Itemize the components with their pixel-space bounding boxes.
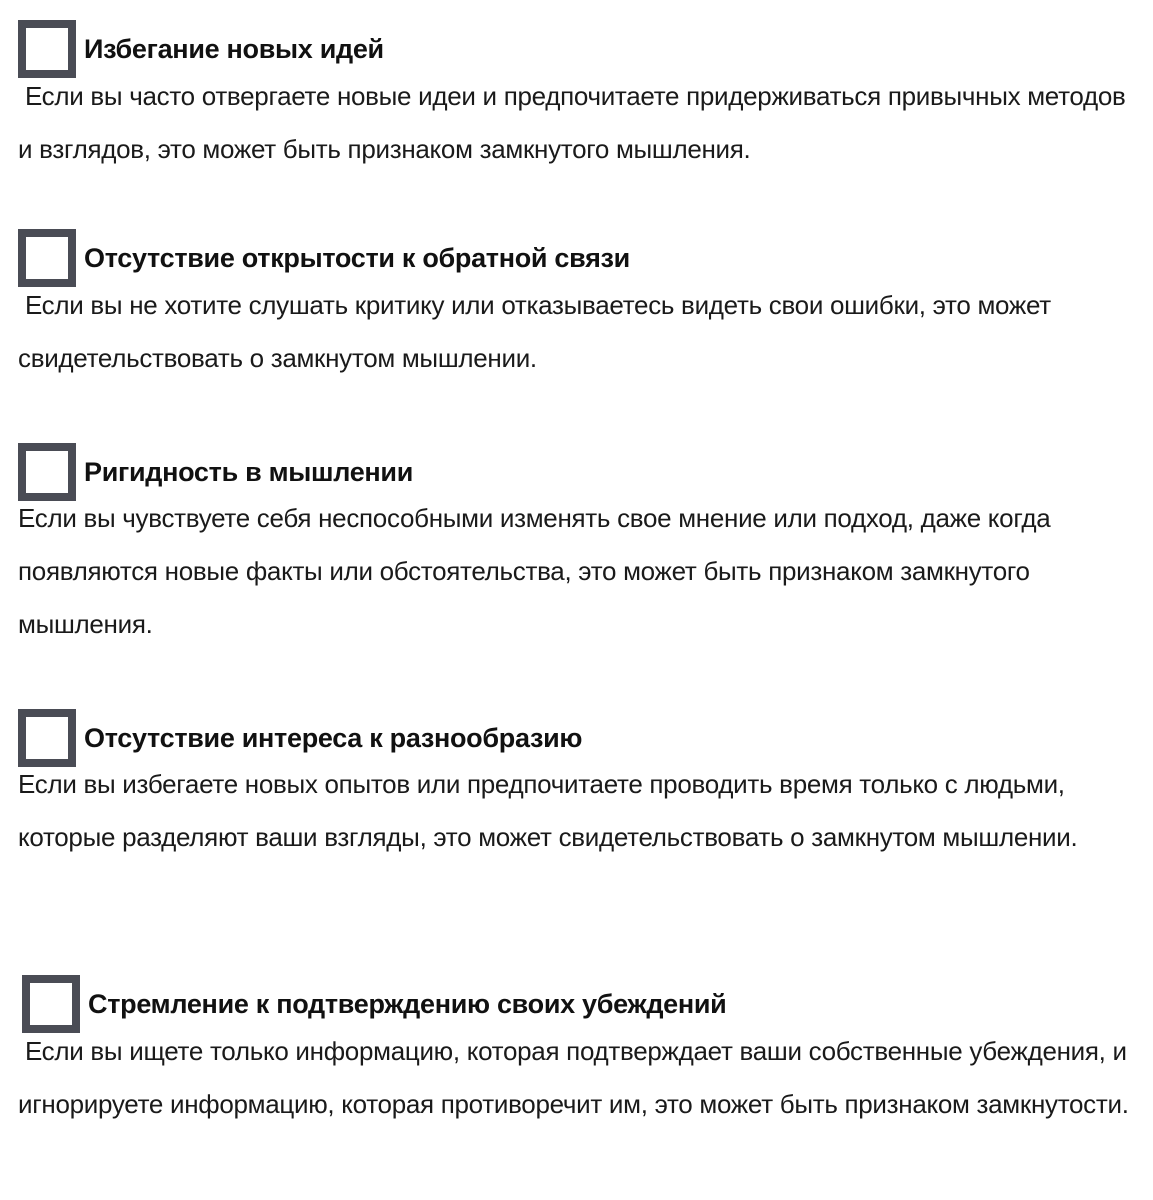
item-title: Избегание новых идей [84, 33, 384, 64]
checklist-item [18, 229, 1143, 385]
checklist-item [18, 709, 1143, 864]
item-title: Ригидность в мышлении [84, 456, 414, 487]
item-description: Если вы ищете только информацию, которая подтверждает ваши собственные убеждения, и игнорируете информацию, которая противоречит им, это может быть признаком замкнутости. [18, 1036, 1134, 1119]
item-description: Если вы часто отвергаете новые идеи и предпочитаете придерживаться привычных методов и взглядов, это может быть признаком замкнутого мышления. [18, 81, 1133, 164]
item-description: Если вы чувствуете себя неспособными изменять свое мнение или подход, даже когда появляются новые факты или обстоятельства, это может быть признаком замкнутого мышления. [18, 503, 1058, 639]
item-title: Стремление к подтверждению своих убеждений [88, 988, 727, 1019]
item-title: Отсутствие открытости к обратной связи [84, 242, 630, 273]
checklist-item [18, 975, 1147, 1131]
item-description: Если вы избегаете новых опытов или предпочитаете проводить время только с людьми, которые разделяют ваши взгляды, это может свидетельствовать о замкнутом мышлении. [18, 769, 1078, 852]
checklist-item [18, 20, 1143, 176]
item-description: Если вы не хотите слушать критику или отказываетесь видеть свои ошибки, это может свидетельствовать о замкнутом мышлении. [18, 290, 1058, 373]
checklist-item [18, 443, 1143, 651]
item-title: Отсутствие интереса к разнообразию [84, 722, 583, 753]
